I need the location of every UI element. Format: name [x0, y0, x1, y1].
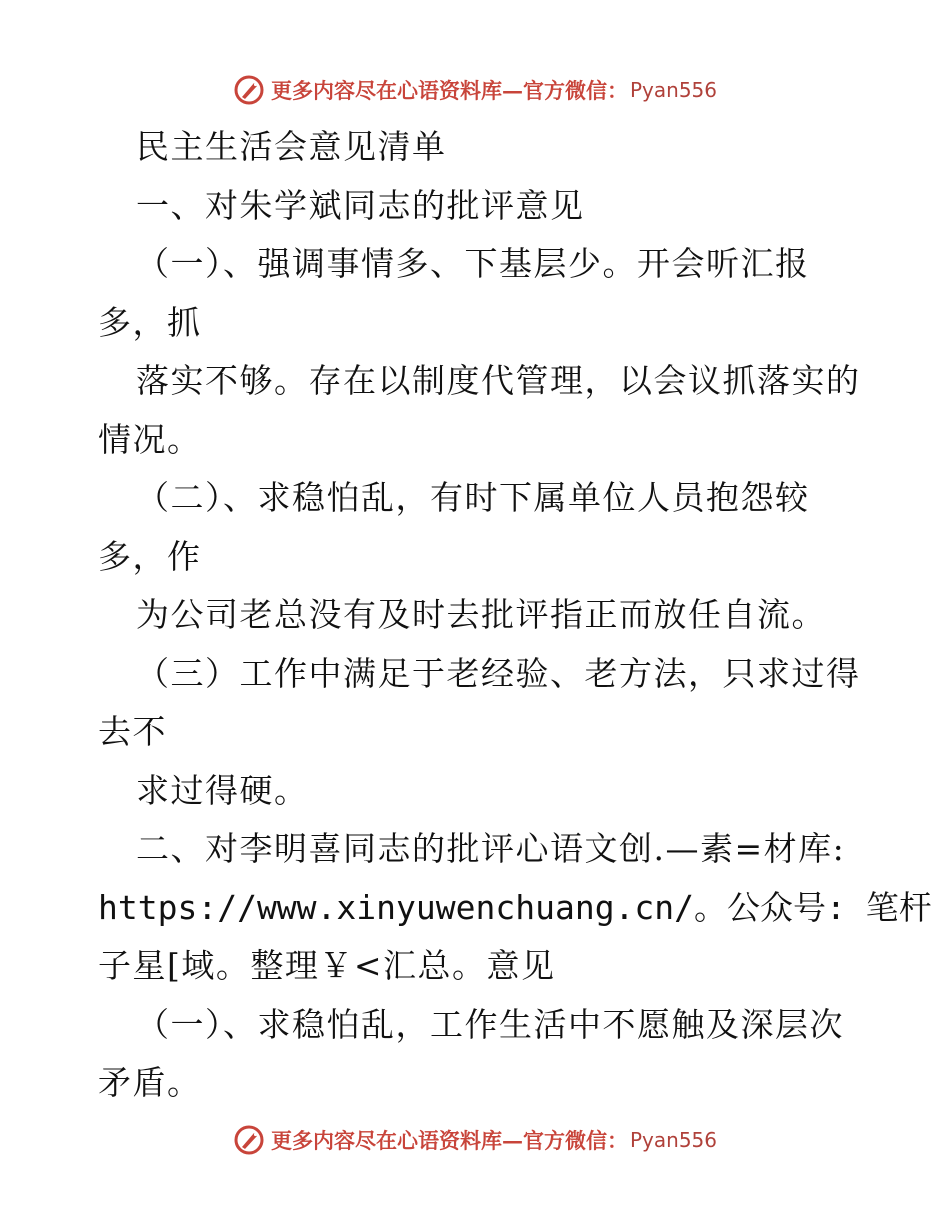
paragraph-line: 子星[域。整理￥<汇总。意见 — [98, 946, 556, 985]
paragraph-line: 多，作 — [98, 536, 202, 576]
section-heading-2: 二、对李明喜同志的批评心语文创.—素=材库: — [136, 829, 846, 868]
section-heading-1: 一、对朱学斌同志的批评意见 — [136, 185, 585, 225]
paragraph-line: （一）、强调事情多、下基层少。开会听汇报 — [136, 244, 810, 283]
paragraph-line: 落实不够。存在以制度代管理，以会议抓落实的 — [136, 361, 861, 400]
pen-nib-seal-icon — [233, 1124, 265, 1156]
paragraph-line: 求过得硬。 — [136, 770, 309, 810]
banner-text: 更多内容尽在心语资料库—官方微信： — [270, 1128, 628, 1153]
banner-wechat-id: Pyan556 — [629, 1128, 717, 1152]
document-title: 民主生活会意见清单 — [136, 127, 447, 166]
paragraph-line: （三）工作中满足于老经验、老方法，只求过得 — [136, 653, 861, 693]
paragraph-line: 为公司老总没有及时去批评指正而放任自流。 — [136, 595, 826, 634]
paragraph-line: （一）、求稳怕乱，工作生活中不愿触及深层次 — [136, 1004, 844, 1044]
paragraph-line: （二）、求稳怕乱，有时下属单位人员抱怨较 — [136, 478, 810, 517]
paragraph-line: 多，抓 — [98, 302, 202, 342]
banner-text: 更多内容尽在心语资料库—官方微信： — [270, 78, 628, 103]
document-body — [98, 118, 932, 1113]
paragraph-line: 去不 — [98, 712, 167, 751]
header-watermark-banner — [0, 70, 950, 110]
paragraph-line: 情况。 — [98, 419, 202, 459]
pen-nib-seal-icon — [233, 74, 265, 106]
footer-watermark-banner — [0, 1120, 950, 1160]
paragraph-line: https://www.xinyuwenchuang.cn/。公众号: 笔杆 — [98, 887, 932, 927]
paragraph-line: 矛盾。 — [98, 1063, 202, 1102]
banner-wechat-id: Pyan556 — [629, 78, 717, 102]
